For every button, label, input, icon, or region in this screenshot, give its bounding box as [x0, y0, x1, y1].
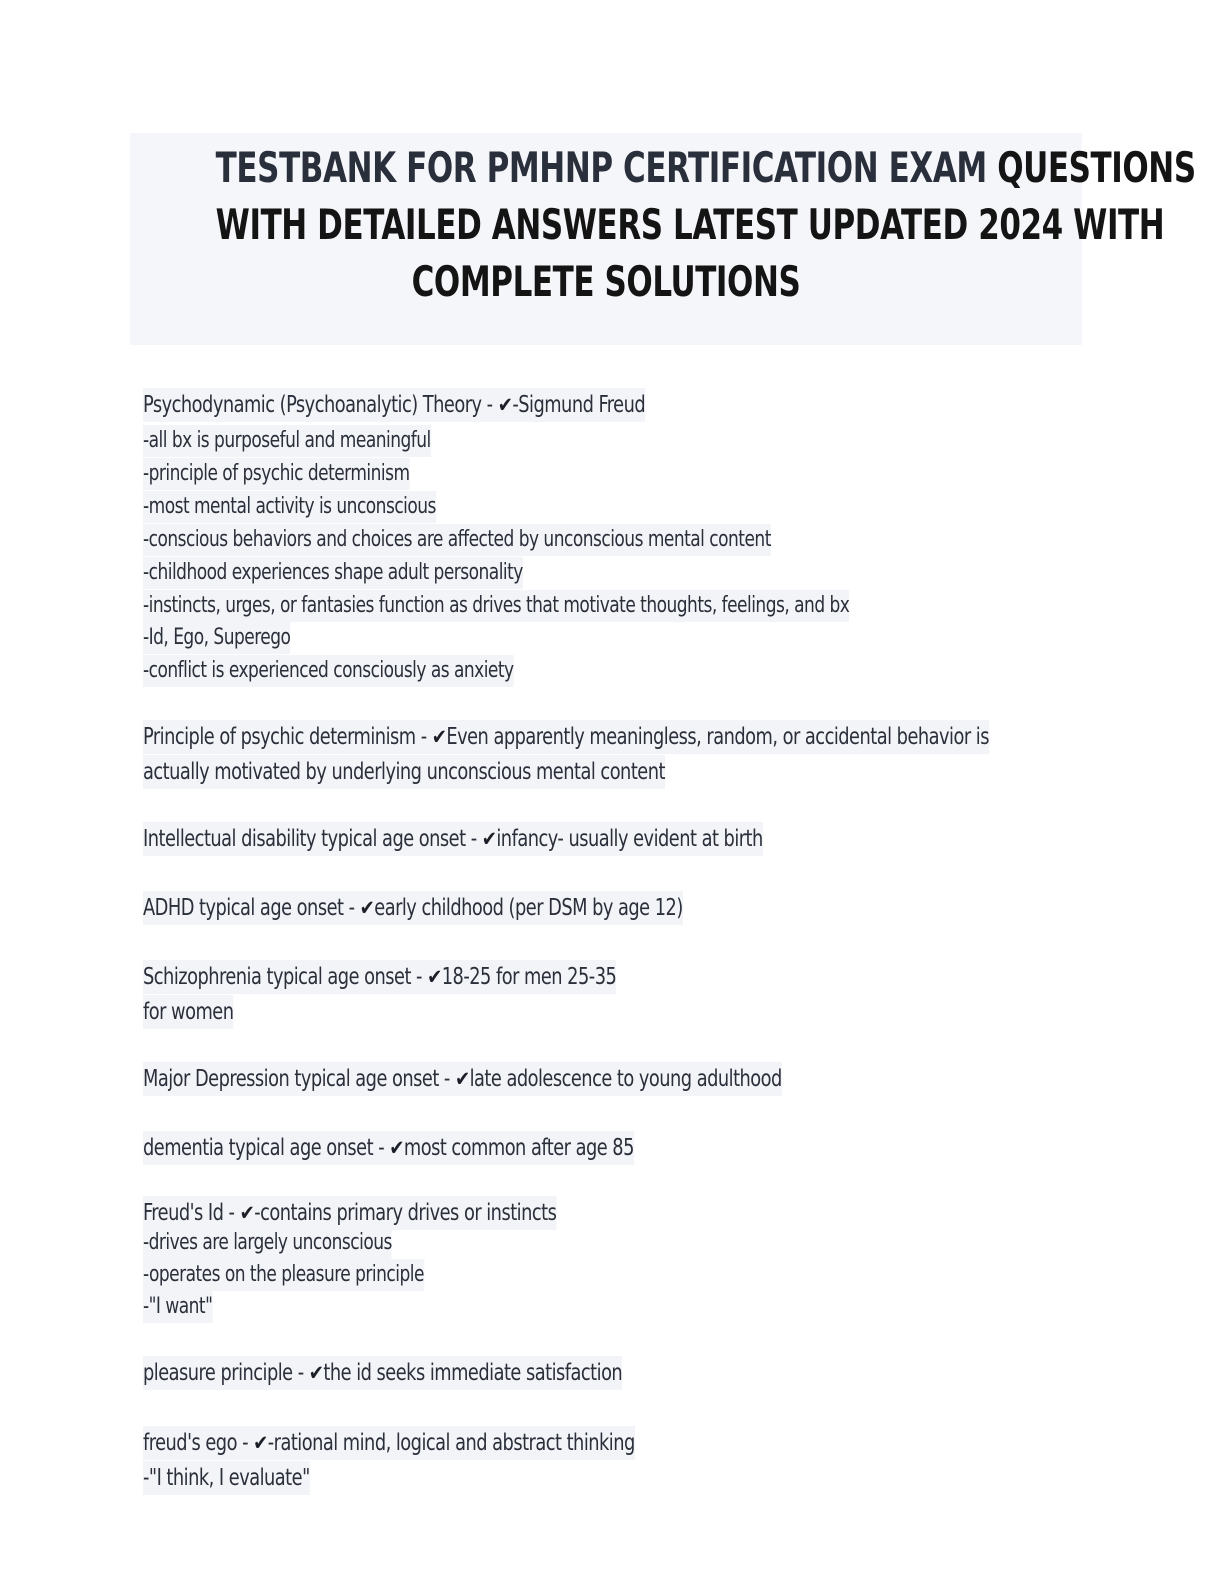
- entry-term: pleasure principle -: [143, 1360, 309, 1386]
- entry-term: freud's ego -: [143, 1430, 254, 1456]
- entry-detail-line: actually motivated by underlying unconscious mental content: [143, 755, 665, 789]
- checkmark-icon: ✔: [431, 725, 447, 749]
- entry-detail-line: -conscious behaviors and choices are affected by unconscious mental content: [143, 524, 771, 556]
- checkmark-icon: ✔: [389, 1136, 404, 1160]
- entry-detail-line: -operates on the pleasure principle: [143, 1259, 424, 1291]
- title-box: [130, 133, 1196, 345]
- entry-detail-line: -principle of psychic determinism: [143, 458, 410, 490]
- entry-detail-line: -most mental activity is unconscious: [143, 491, 436, 523]
- entry-term-line: [143, 1356, 622, 1390]
- checkmark-icon: ✔: [239, 1201, 255, 1225]
- title-line-1: [215, 139, 1196, 196]
- entry-detail-line: for women: [143, 995, 233, 1029]
- entry-answer: late adolescence to young adulthood: [469, 1066, 782, 1092]
- entry-detail-line: -Id, Ego, Superego: [143, 622, 290, 654]
- entry-term: Intellectual disability typical age onset -: [143, 826, 482, 852]
- checkmark-icon: ✔: [308, 1361, 324, 1385]
- entry-detail-line: -"I want": [143, 1291, 212, 1323]
- title-line-3: COMPLETE SOLUTIONS: [411, 257, 801, 306]
- entry-detail-line: -drives are largely unconscious: [143, 1227, 392, 1259]
- checkmark-icon: ✔: [497, 393, 513, 417]
- entry-term-line: [143, 891, 683, 925]
- entry-detail-line: -"I think, I evaluate": [143, 1461, 310, 1495]
- entry-term: Freud's Id -: [143, 1200, 240, 1226]
- entry-term-line: [143, 1426, 635, 1460]
- entry-term: ADHD typical age onset -: [143, 895, 360, 921]
- checkmark-icon: ✔: [359, 896, 375, 920]
- title-line-2: WITH DETAILED ANSWERS LATEST UPDATED 2024 WITH: [215, 200, 1165, 249]
- entry-answer: 18-25 for men 25-35: [441, 964, 617, 990]
- entry-answer: Even apparently meaningless, random, or accidental behavior is: [446, 724, 989, 750]
- entry-term-line: [143, 720, 989, 754]
- entry-answer: early childhood (per DSM by age 12): [374, 895, 683, 921]
- entry-answer: the id seeks immediate satisfaction: [323, 1360, 623, 1386]
- entry-detail-line: -conflict is experienced consciously as anxiety: [143, 655, 514, 687]
- entry-term: dementia typical age onset -: [143, 1135, 390, 1161]
- entry-term: Psychodynamic (Psychoanalytic) Theory -: [143, 392, 498, 418]
- entry-term-line: [143, 1131, 634, 1165]
- entry-term-line: [143, 1196, 556, 1230]
- entry-answer: infancy- usually evident at birth: [496, 826, 763, 852]
- entry-detail-line: -childhood experiences shape adult personality: [143, 557, 523, 589]
- entry-answer: -Sigmund Freud: [512, 392, 646, 418]
- entry-term-line: [143, 960, 616, 994]
- entry-detail-line: -all bx is purposeful and meaningful: [143, 425, 431, 457]
- checkmark-icon: ✔: [454, 1067, 470, 1091]
- checkmark-icon: ✔: [427, 965, 442, 989]
- entry-detail-line: -instincts, urges, or fantasies function as drives that motivate thoughts, feelings, and bx: [143, 590, 849, 622]
- entry-answer: -contains primary drives or instincts: [254, 1200, 557, 1226]
- title-line-1-part-1: TESTBANK FOR PMHNP CERTIFICATION EXAM: [215, 143, 987, 192]
- entry-answer: -rational mind, logical and abstract thinking: [267, 1430, 635, 1456]
- entry-answer: most common after age 85: [403, 1135, 634, 1161]
- checkmark-icon: ✔: [481, 827, 497, 851]
- entry-term: Schizophrenia typical age onset -: [143, 964, 428, 990]
- entry-term-line: [143, 1062, 782, 1096]
- entry-term: Principle of psychic determinism -: [143, 724, 432, 750]
- entry-term: Major Depression typical age onset -: [143, 1066, 455, 1092]
- checkmark-icon: ✔: [253, 1431, 268, 1455]
- entry-term-line: [143, 388, 645, 422]
- entry-term-line: [143, 822, 763, 856]
- title-line-1-part-2: QUESTIONS: [986, 143, 1196, 192]
